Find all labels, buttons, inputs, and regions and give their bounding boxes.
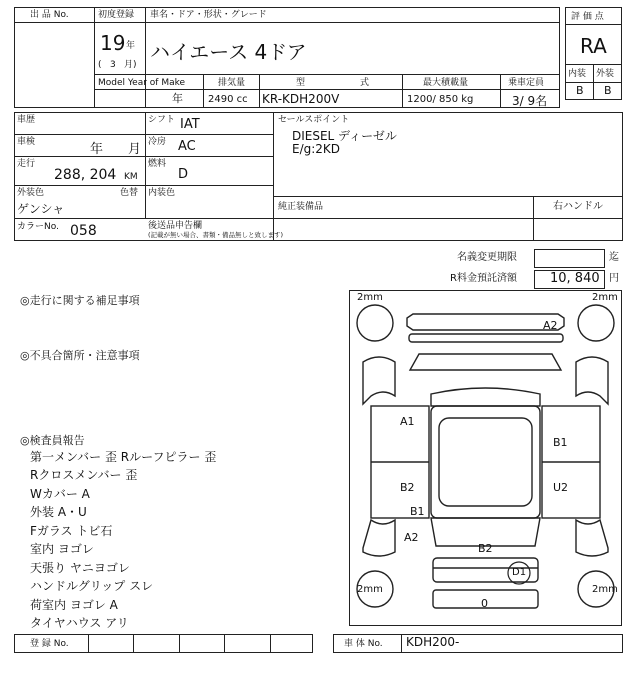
inspection-label: 車検 (17, 137, 36, 147)
load-label: 最大積載量 (423, 78, 469, 88)
type-label-2: 式 (360, 78, 370, 88)
equipment-label: 純正装備品 (278, 202, 324, 212)
type-label: 型 (296, 78, 306, 88)
fuel-value: D (178, 167, 189, 182)
tread-front-right: 2mm (592, 292, 618, 303)
inspector-report-label: ◎検査員報告 (20, 434, 85, 447)
color-change-label: 色替 (120, 188, 139, 198)
right-front-fender (576, 357, 608, 404)
recycle-value: 10, 840 (550, 271, 600, 286)
inspection-month: 月 (128, 142, 142, 157)
fuel-label: 燃料 (148, 159, 167, 169)
displacement-value: 2490 cc (208, 94, 248, 105)
tread-rear-right: 2mm (592, 584, 618, 595)
inspector-line: Rクロスメンバー 歪 (30, 468, 138, 482)
model-type: KR-KDH200V (262, 92, 340, 106)
load-value: 1200/ 850 kg (407, 94, 474, 105)
front-grille (409, 334, 563, 342)
front-left-tire (357, 305, 393, 341)
defects-label: ◎不具合箇所・注意事項 (20, 349, 140, 362)
capacity-value: 3/ 9名 (512, 94, 548, 108)
inspector-line: 外装 A・U (30, 505, 87, 519)
damage-mark: A2 (404, 531, 419, 544)
month-unit: 月) (124, 60, 137, 70)
right-rear-fender (576, 520, 608, 556)
inspection-year: 年 (90, 142, 104, 157)
capacity-label: 乗車定員 (508, 78, 545, 88)
damage-mark: B2 (478, 542, 493, 555)
model-grade-label: 車名・ドア・形状・グレード (150, 10, 267, 20)
tread-front-left: 2mm (357, 292, 383, 303)
lot-number-label: 出 品 No. (30, 10, 69, 20)
recycle-unit: 円 (609, 273, 619, 284)
damage-mark: B1 (410, 505, 425, 518)
aftermarket-note: (記載が無い場合、書類・備品無しと致します) (148, 231, 284, 239)
aftermarket-label: 後送品申告欄 (148, 221, 203, 231)
ac-label: 冷房 (148, 137, 167, 147)
grade-label: 評 価 点 (571, 12, 604, 22)
chassis-number: KDH200- (406, 635, 460, 649)
ext-color-value: ゲンシャ (17, 202, 65, 216)
damage-mark: A2 (543, 319, 558, 332)
ext-color-label: 外装色 (17, 188, 45, 198)
steering-value: 右ハンドル (553, 201, 603, 212)
mileage-unit: KM (124, 172, 138, 182)
windshield (431, 388, 540, 406)
int-color-label: 内装色 (148, 188, 176, 198)
color-code: 058 (70, 223, 97, 239)
registration-year: 19 (100, 31, 126, 55)
roof-inner (439, 418, 532, 506)
recycle-label: R料金預託済額 (450, 273, 517, 284)
name-change-unit: 迄 (609, 252, 619, 263)
front-right-tire (578, 305, 614, 341)
tread-rear-left: 2mm (357, 584, 383, 595)
name-change-box (534, 249, 605, 268)
interior-grade-label: 内装 (568, 69, 587, 79)
sales-point-label: セールスポイント (278, 115, 350, 125)
exterior-grade-label: 外装 (596, 69, 615, 79)
shift-value: IAT (180, 117, 200, 132)
inspector-line: ハンドルグリップ スレ (30, 579, 154, 593)
sales-point-line2: E/g:2KD (292, 142, 341, 156)
mileage-value: 288, 204 (54, 167, 117, 183)
ac-value: AC (178, 139, 196, 154)
shift-label: シフト (148, 115, 176, 125)
mileage-label: 走行 (17, 159, 36, 169)
interior-grade: B (576, 84, 584, 97)
registration-number-label: 登 録 No. (30, 639, 69, 649)
model-year-unit: 年 (172, 92, 183, 105)
inspector-line: タイヤハウス アリ (30, 616, 129, 630)
sales-point-line1: DIESEL ディーゼル (292, 129, 397, 143)
hood (410, 354, 561, 370)
color-code-label: カラーNo. (17, 222, 59, 232)
damage-mark: B1 (553, 436, 568, 449)
inspector-line: Fガラス トビ石 (30, 524, 113, 538)
inspector-line: 第一メンバー 歪 Rルーフピラー 歪 (30, 450, 217, 464)
left-front-fender (363, 357, 395, 404)
front-bumper (407, 314, 564, 330)
vehicle-diagram (349, 290, 622, 626)
exterior-grade: B (604, 84, 612, 97)
inspector-line: Wカバー A (30, 487, 90, 501)
first-registration-label: 初度登録 (98, 10, 135, 20)
driving-notes-label: ◎走行に関する補足事項 (20, 294, 140, 307)
roof (431, 406, 540, 518)
history-label: 車歴 (17, 115, 36, 125)
left-rear-fender (363, 520, 395, 556)
car-name: ハイエース 4ドア (150, 40, 307, 64)
damage-mark: U2 (553, 481, 569, 494)
damage-mark: A1 (400, 415, 415, 428)
inspector-line: 荷室内 ヨゴレ A (30, 598, 118, 612)
inspector-line: 室内 ヨゴレ (30, 542, 94, 556)
year-unit: 年 (126, 41, 136, 51)
name-change-label: 名義変更期限 (457, 252, 517, 263)
month-open: ( (98, 60, 102, 70)
chassis-number-label: 車 体 No. (344, 639, 383, 649)
displacement-label: 排気量 (218, 78, 246, 88)
model-year-label: Model Year of Make (98, 78, 186, 88)
damage-mark: B2 (400, 481, 415, 494)
registration-month: 3 (110, 60, 116, 70)
grade-score: RA (580, 34, 607, 58)
damage-mark: 0 (481, 597, 488, 610)
damage-mark: D1 (512, 567, 527, 578)
inspector-line: 天張り ヤニヨゴレ (30, 561, 130, 575)
